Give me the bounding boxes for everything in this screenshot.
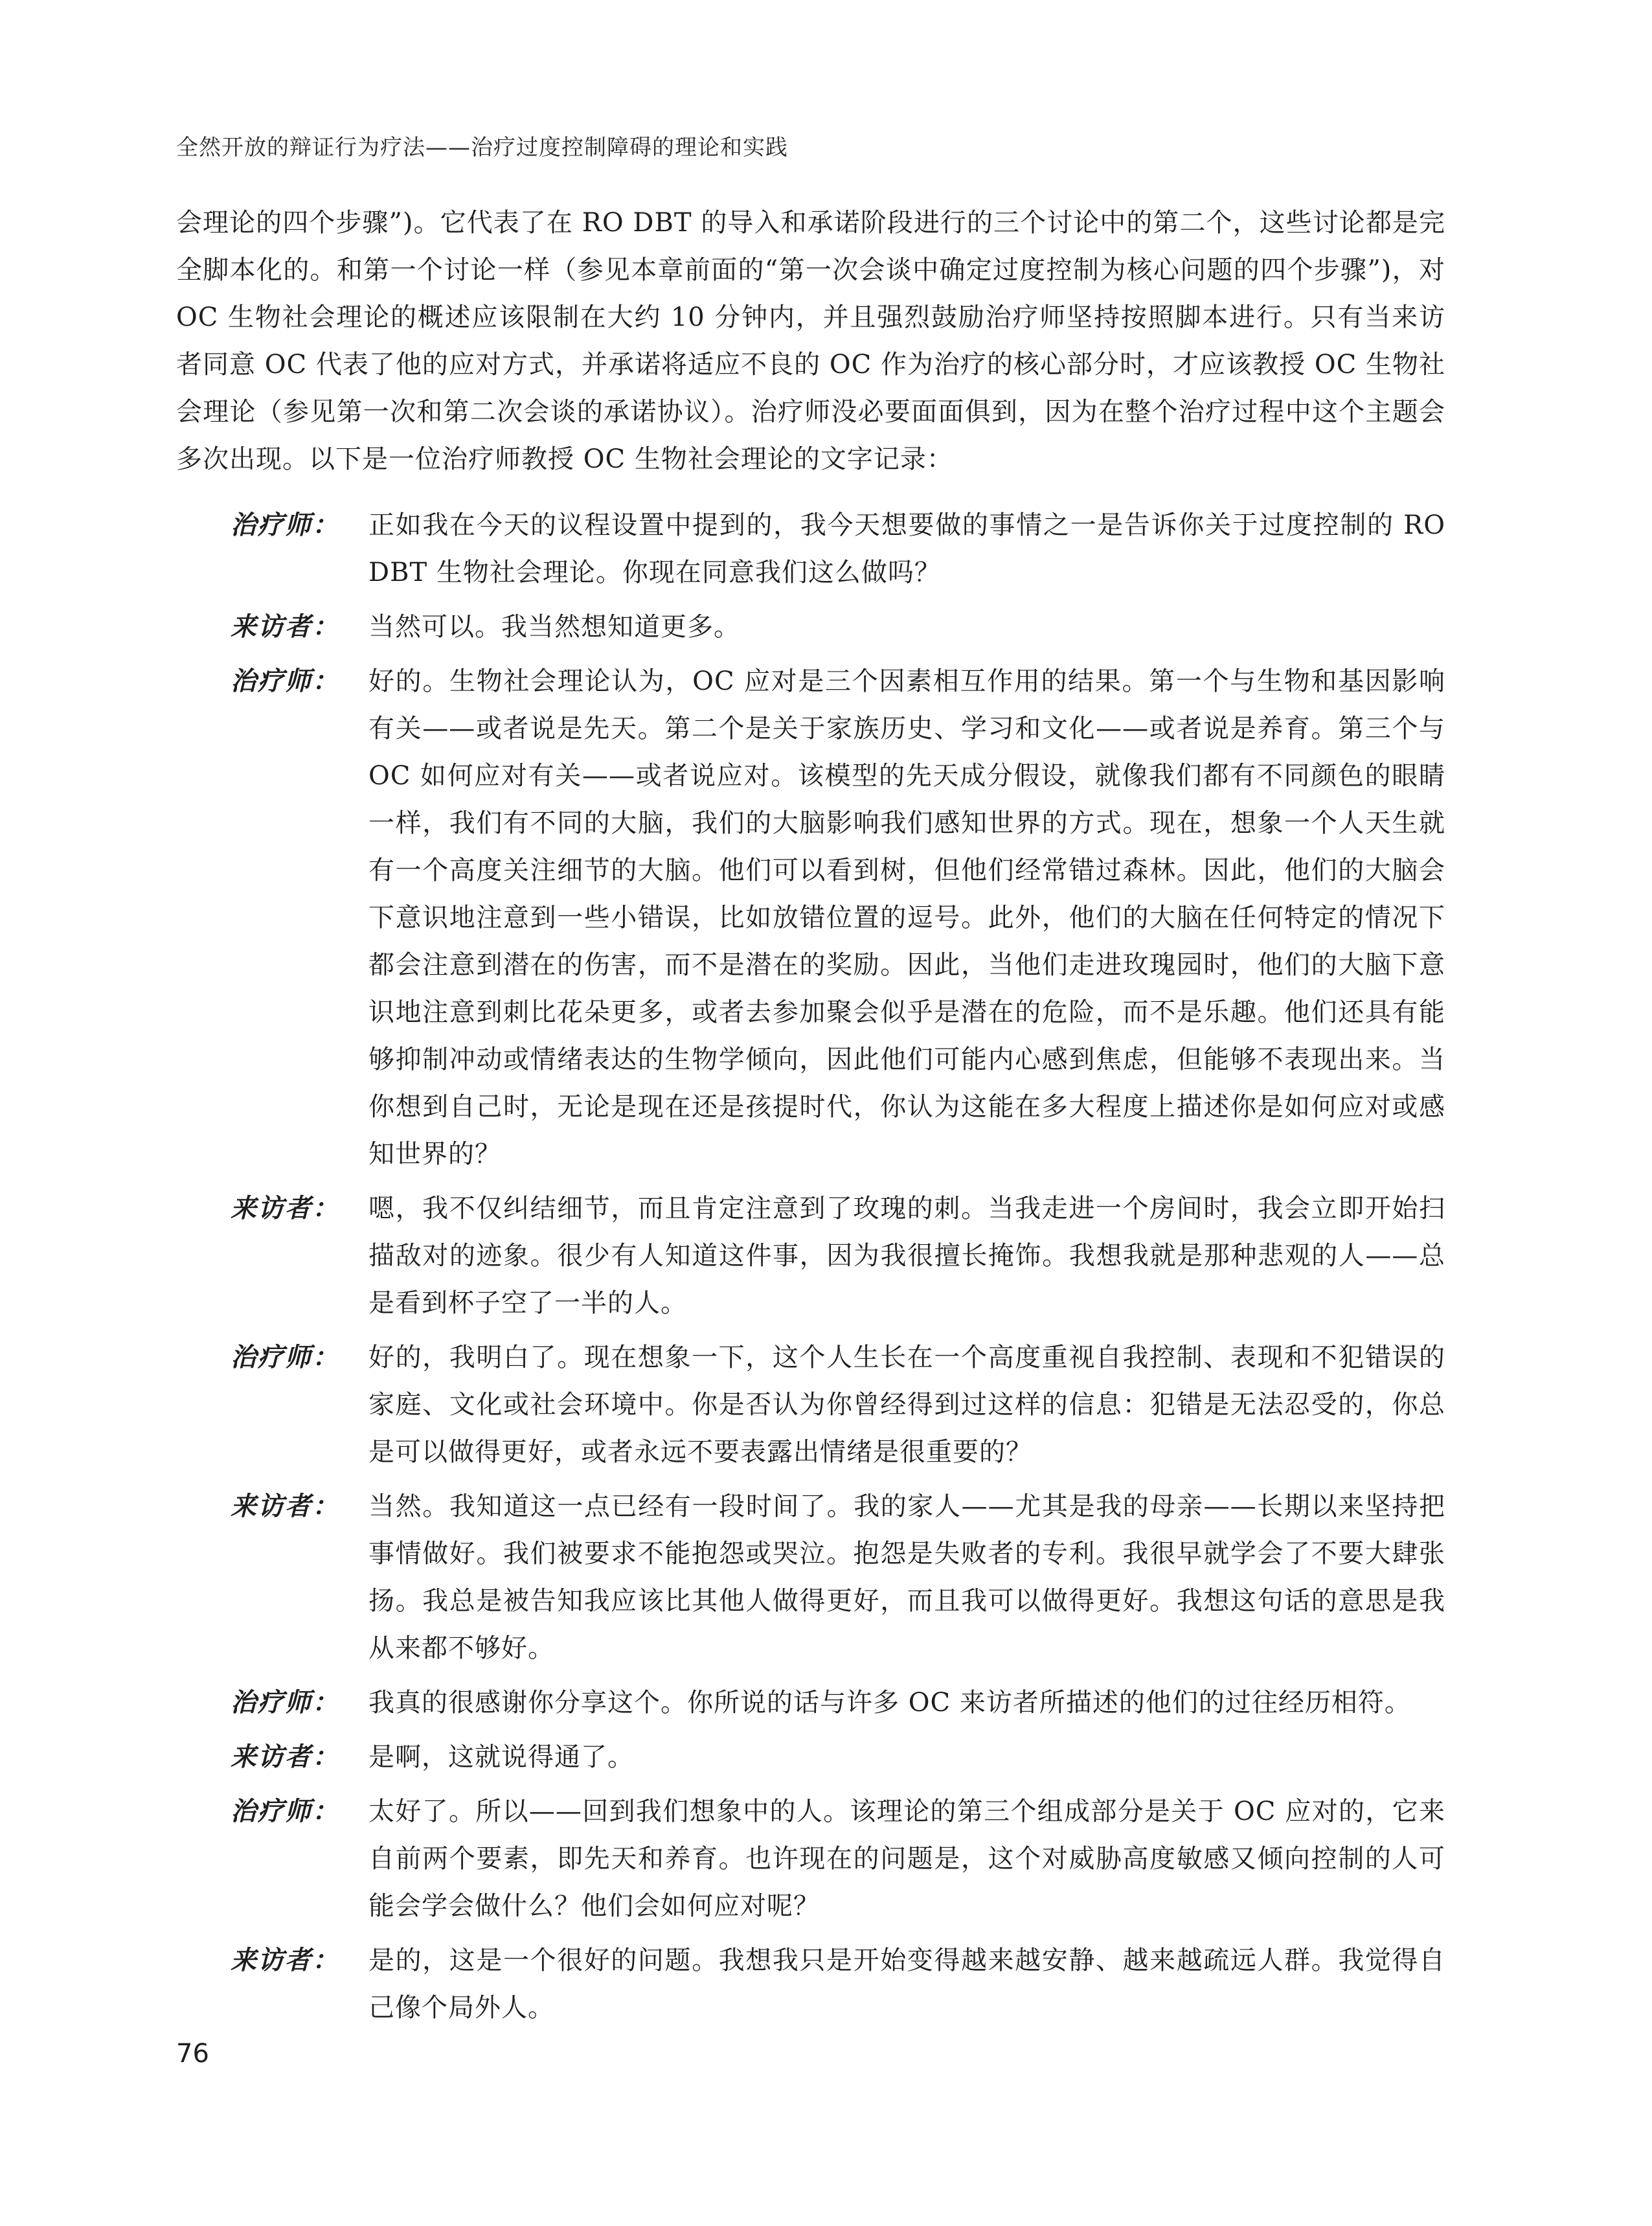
- dialogue-turn: [231, 1334, 1445, 1476]
- speech-text: 我真的很感谢你分享这个。你所说的话与许多 OC 来访者所描述的他们的过往经历相符。: [368, 1688, 1411, 1718]
- speaker-label: 治疗师：: [231, 666, 339, 696]
- speaker-label: 来访者：: [231, 1492, 339, 1521]
- speech-text: 好的，我明白了。现在想象一下，这个人生长在一个高度重视自我控制、表现和不犯错误的家庭、文化或社会环境中。你是否认为你曾经得到过这样的信息：犯错是无法忍受的，你总是可以做得更好，或者永远不要表露出情绪是很重要的？: [368, 1343, 1445, 1467]
- dialogue-turn: [231, 1937, 1445, 2032]
- speech-text: 嗯，我不仅纠结细节，而且肯定注意到了玫瑰的刺。当我走进一个房间时，我会立即开始扫描敌对的迹象。很少有人知道这件事，因为我很擅长掩饰。我想我就是那种悲观的人——总是看到杯子空了一半的人。: [368, 1194, 1445, 1318]
- speaker-label: 来访者：: [231, 1742, 339, 1772]
- dialogue-turn: [231, 658, 1445, 1178]
- speaker-label: 来访者：: [231, 1194, 339, 1223]
- speech-text: 当然可以。我当然想知道更多。: [368, 612, 740, 642]
- speech-text: 当然。我知道这一点已经有一段时间了。我的家人——尤其是我的母亲——长期以来坚持把事情做好。我们被要求不能抱怨或哭泣。抱怨是失败者的专利。我很早就学会了不要大肆张扬。我总是被告知我应该比其他人做得更好，而且我可以做得更好。我想这句话的意思是我从来都不够好。: [368, 1492, 1445, 1663]
- dialogue-turn: [231, 502, 1445, 596]
- dialogue-turn: [231, 604, 1445, 651]
- speaker-label: 治疗师：: [231, 510, 339, 540]
- speech-text: 太好了。所以——回到我们想象中的人。该理论的第三个组成部分是关于 OC 应对的，它来自前两个要素，即先天和养育。也许现在的问题是，这个对威胁高度敏感又倾向控制的人可能会学会做什么？他们会如何应对呢？: [368, 1797, 1445, 1921]
- speaker-label: 治疗师：: [231, 1688, 339, 1718]
- speech-text: 是啊，这就说得通了。: [368, 1742, 634, 1772]
- speaker-label: 来访者：: [231, 612, 339, 642]
- dialogue-turn: [231, 1788, 1445, 1930]
- page-number: 76: [176, 2039, 209, 2069]
- speaker-label: 治疗师：: [231, 1343, 339, 1372]
- speech-text: 是的，这是一个很好的问题。我想我只是开始变得越来越安静、越来越疏远人群。我觉得自己像个局外人。: [368, 1946, 1445, 2023]
- speaker-label: 来访者：: [231, 1946, 339, 1975]
- dialogue-turn: [231, 1734, 1445, 1781]
- dialogue-turn: [231, 1483, 1445, 1672]
- dialogue-turn: [231, 1185, 1445, 1327]
- dialogue-turn: [231, 1679, 1445, 1727]
- intro-paragraph: 会理论的四个步骤”)。它代表了在 RO DBT 的导入和承诺阶段进行的三个讨论中的第二个，这些讨论都是完全脚本化的。和第一个讨论一样（参见本章前面的“第一次会谈中确定过度控制为核心问题的四个步骤”)，对 OC 生物社会理论的概述应该限制在大约 10 分钟内，并且强烈鼓励治疗师坚持按照脚本进行。只有当来访者同意 OC 代表了他的应对方式，并承诺将适应不良的 OC 作为治疗的核心部分时，才应该教授 OC 生物社会理论（参见第一次和第二次会谈的承诺协议）。治疗师没必要面面俱到，因为在整个治疗过程中这个主题会多次出现。以下是一位治疗师教授 OC 生物社会理论的文字记录：: [176, 208, 1445, 474]
- speech-text: 好的。生物社会理论认为，OC 应对是三个因素相互作用的结果。第一个与生物和基因影响有关——或者说是先天。第二个是关于家族历史、学习和文化——或者说是养育。第三个与 OC 如何应对有关——或者说应对。该模型的先天成分假设，就像我们都有不同颜色的眼睛一样，我们有不同的大脑，我们的大脑影响我们感知世界的方式。现在，想象一个人天生就有一个高度关注细节的大脑。他们可以看到树，但他们经常错过森林。因此，他们的大脑会下意识地注意到一些小错误，比如放错位置的逗号。此外，他们的大脑在任何特定的情况下都会注意到潜在的伤害，而不是潜在的奖励。因此，当他们走进玫瑰园时，他们的大脑下意识地注意到刺比花朵更多，或者去参加聚会似乎是潜在的危险，而不是乐趣。他们还具有能够抑制冲动或情绪表达的生物学倾向，因此他们可能内心感到焦虑，但能够不表现出来。当你想到自己时，无论是现在还是孩提时代，你认为这能在多大程度上描述你是如何应对或感知世界的？: [368, 666, 1445, 1169]
- speech-text: 正如我在今天的议程设置中提到的，我今天想要做的事情之一是告诉你关于过度控制的 RO DBT 生物社会理论。你现在同意我们这么做吗？: [368, 510, 1445, 587]
- running-header: 全然开放的辩证行为疗法——治疗过度控制障碍的理论和实践: [176, 135, 788, 161]
- dialogue-transcript: [231, 502, 1445, 2039]
- speaker-label: 治疗师：: [231, 1797, 339, 1826]
